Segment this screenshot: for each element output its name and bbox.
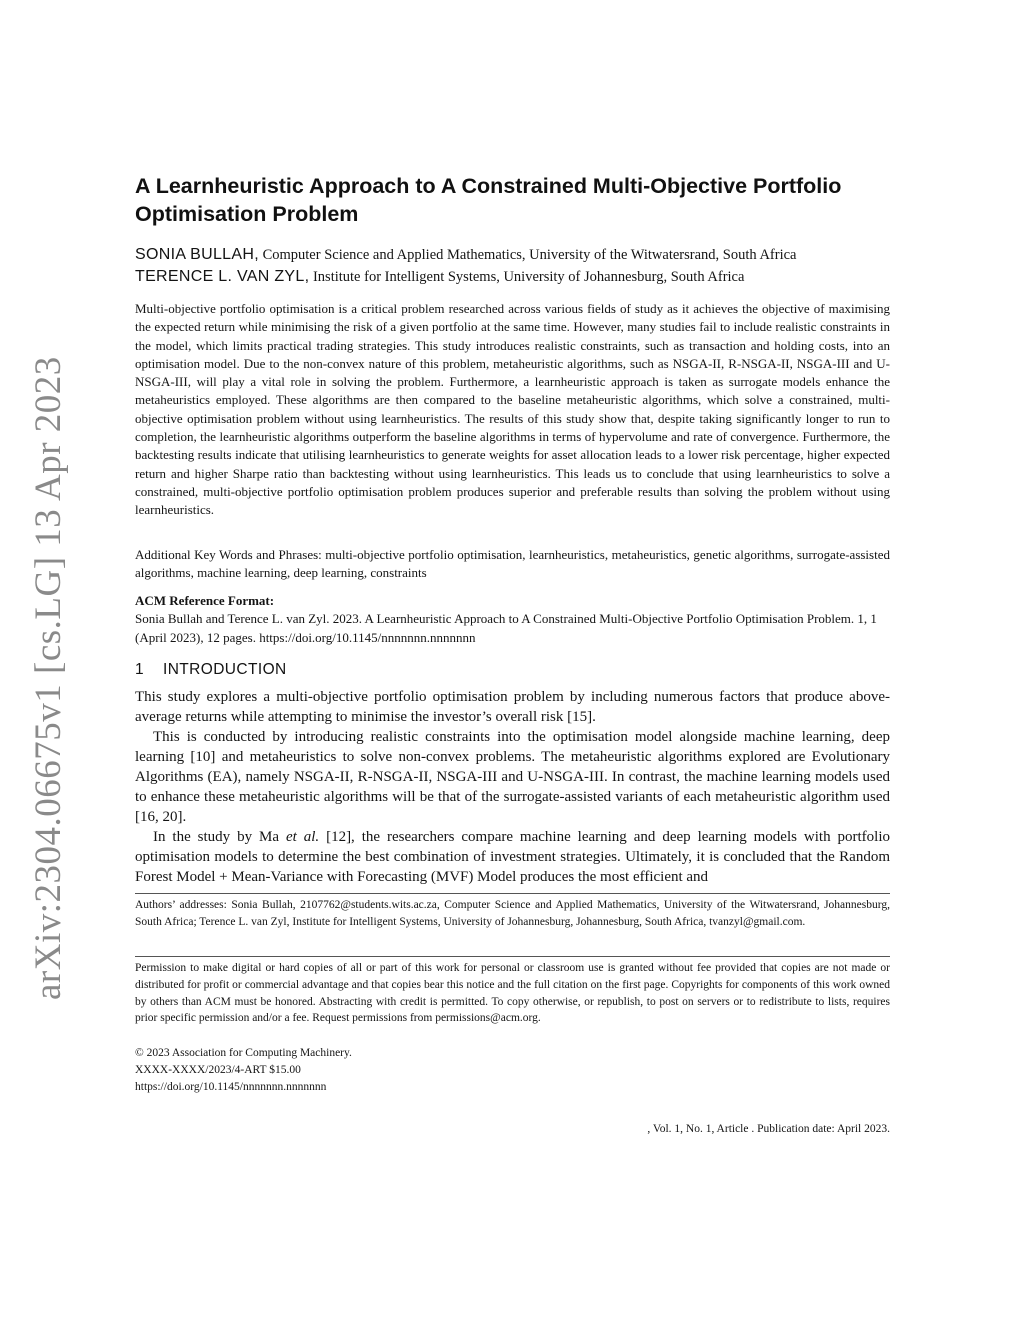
doi-line: https://doi.org/10.1145/nnnnnnn.nnnnnnn <box>135 1081 327 1093</box>
page-footer: , Vol. 1, No. 1, Article . Publication date: April 2023. <box>647 1123 890 1135</box>
intro-text: [12], the researchers compare machine learning and deep learning models with portfolio optimisation models to determine the best combination of investment strategies. Ultimately, it is concluded that the Random Forest Model + Mean-Variance with Forecasting (MVF) Model produces the most efficient and <box>135 829 890 885</box>
author-line <box>135 266 895 288</box>
intro-paragraph <box>135 827 890 887</box>
intro-text-italic: et al. <box>285 829 320 845</box>
author-name: SONIA BULLAH, <box>135 246 259 263</box>
permission-divider <box>135 956 890 957</box>
acm-reference-text: Sonia Bullah and Terence L. van Zyl. 2023. A Learnheuristic Approach to A Constrained Multi-Objective Portfolio Optimisation Problem. 1, 1 (April 2023), 12 pages. https://doi.org/10.1145/nnnnnnn.nnnnnnn <box>135 611 877 645</box>
author-affiliation: Computer Science and Applied Mathematics, University of the Witwatersrand, South Africa <box>262 247 797 263</box>
keywords: Additional Key Words and Phrases: multi-objective portfolio optimisation, learnheuristics, metaheuristics, genetic algorithms, surrogate-assisted algorithms, machine learning, deep learning, constraints <box>135 547 890 581</box>
permission-notice: Permission to make digital or hard copies of all or part of this work for personal or classroom use is granted without fee provided that copies are not made or distributed for profit or commercial advantage and that copies bear this notice and the full citation on the first page. Copyrights for components of this work owned by others than ACM must be honored. Abstracting with credit is permitted. To copy otherwise, or republish, to post on servers or to redistribute to lists, requires prior specific permission and/or a fee. Request permissions from permissions@acm.org. <box>135 962 890 1025</box>
intro-paragraph: This study explores a multi-objective portfolio optimisation problem by including numerous factors that produce above-average returns while attempting to minimise the investor’s overall risk [15]. <box>135 689 890 725</box>
author-addresses-footnote: Authors’ addresses: Sonia Bullah, 2107762@students.wits.ac.za, Computer Science and Applied Mathematics, University of the Witwatersrand, Johannesburg, South Africa; Terence L. van Zyl, Institute for Intelligent Systems, University of Johannesburg, Johannesburg, South Africa, tvanzyl@gmail.com. <box>135 899 890 928</box>
abstract: Multi-objective portfolio optimisation is a critical problem researched across various fields of study as it achieves the objective of maximising the expected return while minimising the risk of a given portfolio at the same time. However, many studies fail to include realistic constraints in the model, which limits practical trading strategies. This study introduces realistic constraints, such as transaction and holding costs, into an optimisation model. Due to the non-convex nature of this problem, metaheuristic algorithms, such as NSGA-II, R-NSGA-II, NSGA-III and U-NSGA-III, will play a vital role in solving the problem. Furthermore, a learnheuristic approach is taken as surrogate models enhance the metaheuristics employed. These algorithms are then compared to the baseline metaheuristic algorithms, which solve a constrained, multi-objective optimisation problem without using learnheuristics. The results of this study show that, despite taking significantly longer to run to completion, the learnheuristic algorithms outperform the baseline algorithms in terms of hypervolume and rate of convergence. Furthermore, the backtesting results indicate that utilising learnheuristics to generate weights for asset allocation leads to a lower risk percentage, higher expected return and higher Sharpe ratio than backtesting without using learnheuristics. This leads us to conclude that using learnheuristics to solve a constrained, multi-objective portfolio optimisation problem produces superior and preferable results than solving the problem without using learnheuristics. <box>135 301 890 518</box>
isbn-line: XXXX-XXXX/2023/4-ART $15.00 <box>135 1064 301 1076</box>
author-line <box>135 244 895 266</box>
arxiv-stamp: arXiv:2304.06675v1 [cs.LG] 13 Apr 2023 <box>28 356 69 1000</box>
author-block <box>135 244 895 288</box>
paper-title: A Learnheuristic Approach to A Constrained Multi-Objective Portfolio Optimisation Problem <box>135 174 842 226</box>
author-name: TERENCE L. VAN ZYL, <box>135 268 310 285</box>
acm-reference-heading: ACM Reference Format: <box>135 593 275 608</box>
copyright-line: © 2023 Association for Computing Machinery. <box>135 1047 352 1059</box>
intro-paragraph: This is conducted by introducing realistic constraints into the optimisation model alongside machine learning, deep learning [10] and metaheuristics to solve non-convex problems. The metaheuristic algorithms explored are Evolutionary Algorithms (EA), namely NSGA-II, R-NSGA-II, NSGA-III and U-NSGA-III. In contrast, the machine learning models used to enhance these metaheuristic algorithms will be that of the surrogate-assisted variants of each metaheuristic algorithm used [16, 20]. <box>135 729 890 825</box>
author-affiliation: Institute for Intelligent Systems, University of Johannesburg, South Africa <box>312 269 745 285</box>
introduction-body <box>135 687 890 887</box>
acm-reference <box>135 592 890 647</box>
section-title: INTRODUCTION <box>163 661 287 678</box>
section-number: 1 <box>135 661 145 678</box>
section-heading <box>135 661 287 679</box>
footnote-divider <box>135 893 890 894</box>
intro-text: In the study by Ma <box>153 829 286 845</box>
